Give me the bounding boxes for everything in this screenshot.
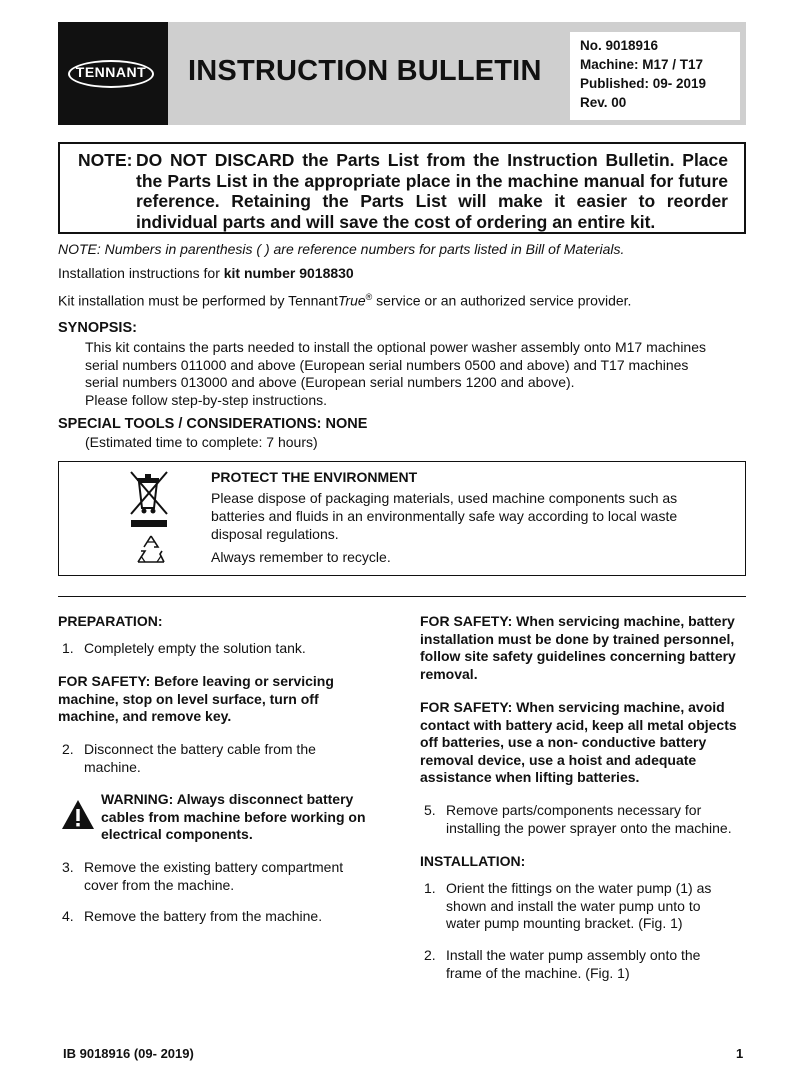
step-number: 1. — [424, 880, 436, 896]
warning-icon — [60, 798, 96, 831]
note-text: DO NOT DISCARD the Parts List from the Instruction Bulletin. Place the Parts List in the appropriate place in the machine manual for future reference. Retaining the Parts List will make it easier to reorder individual parts and will save the cost of ordering an entire kit. — [136, 150, 728, 232]
preparation-heading: PREPARATION: — [58, 613, 163, 629]
bulletin-published: Published: 09- 2019 — [580, 76, 707, 91]
prep-step-2 — [62, 741, 362, 776]
step-number: 2. — [62, 741, 74, 757]
install-step-1 — [424, 880, 744, 933]
step-text: Completely empty the solution tank. — [84, 640, 306, 656]
section-divider — [58, 596, 746, 597]
prep-step-1 — [62, 640, 382, 658]
time-estimate: (Estimated time to complete: 7 hours) — [85, 434, 318, 450]
prep-step-3 — [62, 859, 372, 894]
note-box — [58, 142, 746, 234]
bulletin-info — [570, 32, 740, 120]
step-number: 1. — [62, 640, 74, 656]
tennant-true: True — [337, 292, 366, 309]
installation-heading: INSTALLATION: — [420, 853, 526, 869]
prep-step-4 — [62, 908, 382, 926]
kit-install-suffix: service or an authorized service provider. — [372, 292, 632, 309]
kit-install-prefix: Kit installation must be performed by Tennant — [58, 292, 338, 309]
bulletin-revision: Rev. 00 — [580, 95, 627, 110]
page-number: 1 — [736, 1046, 744, 1061]
environment-title: PROTECT THE ENVIRONMENT — [211, 469, 418, 485]
safety-note-2: FOR SAFETY: When servicing machine, battery installation must be done by trained personnel, follow site safety guidelines concerning battery removal. — [420, 613, 736, 682]
parenthesis-note: NOTE: Numbers in parenthesis ( ) are reference numbers for parts listed in Bill of Materials. — [58, 241, 625, 257]
safety-note-1: FOR SAFETY: Before leaving or servicing machine, stop on level surface, turn off machine, and remove key. — [58, 673, 334, 724]
step-text: Install the water pump assembly onto the frame of the machine. (Fig. 1) — [446, 947, 701, 981]
step-text: Orient the fittings on the water pump (1) as shown and install the water pump unto to water pump mounting bracket. (Fig. 1) — [446, 880, 712, 931]
install-step-2 — [424, 947, 744, 982]
synopsis-line: This kit contains the parts needed to install the optional power washer assembly onto M17 machines — [85, 339, 707, 355]
crossed-bin-icon — [125, 468, 175, 530]
step-number: 3. — [62, 859, 74, 875]
step-number: 5. — [424, 802, 436, 818]
environment-box — [58, 461, 746, 576]
synopsis-line: Please follow step-by-step instructions. — [85, 391, 327, 408]
warning-text: WARNING: Always disconnect battery cables from machine before working on electrical components. — [101, 791, 366, 842]
kit-install-line — [58, 292, 631, 309]
footer-bulletin-id: IB 9018916 (09- 2019) — [63, 1046, 194, 1061]
bulletin-number: No. 9018916 — [580, 38, 659, 53]
special-tools-heading: SPECIAL TOOLS / CONSIDERATIONS: NONE — [58, 416, 368, 432]
tennant-logo — [58, 22, 168, 125]
registered-mark: ® — [365, 292, 373, 302]
prep-step-5 — [424, 802, 754, 837]
step-text: Remove the battery from the machine. — [84, 908, 323, 924]
note-label: NOTE: — [78, 150, 133, 170]
synopsis-line: serial numbers 013000 and above (European serial numbers 1200 and above). — [85, 374, 575, 390]
recycle-icon — [131, 532, 171, 568]
install-prefix: Installation instructions for — [58, 265, 224, 281]
step-number: 2. — [424, 947, 436, 963]
safety-note-3: FOR SAFETY: When servicing machine, avoid contact with battery acid, keep all metal objects off batteries, use a non- conductive battery removal device, use a hoist and adequate assistance when lifting batteries. — [420, 699, 737, 785]
synopsis-line: serial numbers 011000 and above (European serial numbers 0500 and above) and T17 machines — [85, 356, 689, 373]
kit-number: kit number 9018830 — [223, 265, 354, 281]
step-text: Disconnect the battery cable from the machine. — [84, 741, 316, 775]
recycle-reminder: Always remember to recycle. — [211, 549, 391, 565]
step-text: Remove the existing battery compartment cover from the machine. — [84, 859, 344, 893]
environment-text: Please dispose of packaging materials, used machine components such as batteries and fluids in an environmentally safe way according to local waste disposal regulations. — [211, 490, 678, 542]
synopsis-text — [85, 339, 706, 409]
step-number: 4. — [62, 908, 74, 924]
install-instructions-line — [58, 265, 354, 281]
step-text: Remove parts/components necessary for installing the power sprayer onto the machine. — [446, 802, 732, 836]
logo-text: TENNANT — [75, 64, 147, 80]
bulletin-machine: Machine: M17 / T17 — [580, 57, 704, 72]
synopsis-heading: SYNOPSIS: — [58, 320, 137, 336]
document-title: INSTRUCTION BULLETIN — [188, 55, 542, 87]
